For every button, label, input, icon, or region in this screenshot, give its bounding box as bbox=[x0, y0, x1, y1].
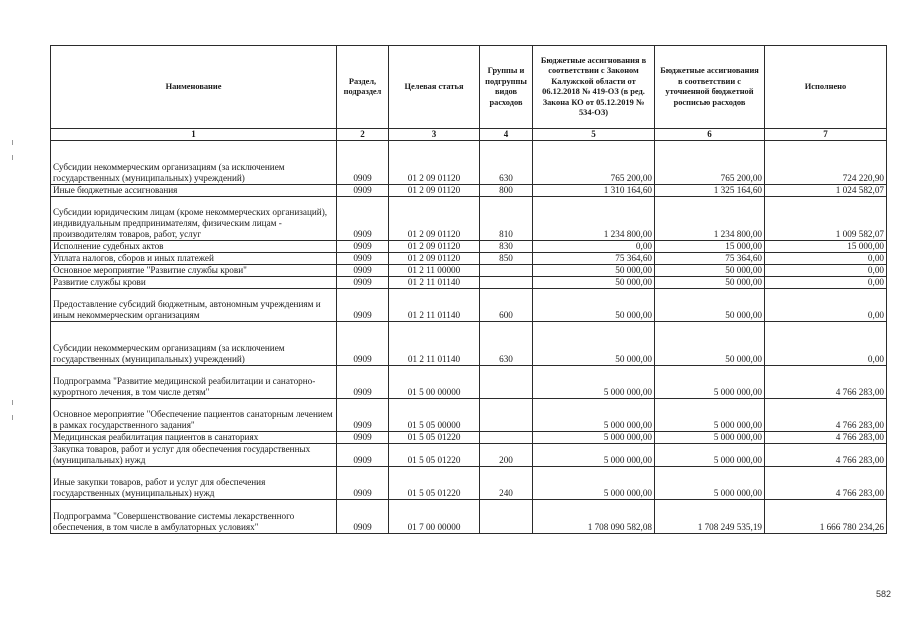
row-group bbox=[480, 399, 533, 432]
scan-mark bbox=[12, 155, 13, 160]
row-target: 01 5 05 00000 bbox=[389, 399, 480, 432]
row-group: 800 bbox=[480, 185, 533, 197]
row-group bbox=[480, 366, 533, 399]
row-target: 01 2 09 01120 bbox=[389, 241, 480, 253]
row-group bbox=[480, 265, 533, 277]
row-executed-amount: 724 220,90 bbox=[765, 141, 887, 185]
row-name: Закупка товаров, работ и услуг для обеспечения государственных (муниципальных) нужд bbox=[51, 444, 337, 467]
row-executed-amount: 0,00 bbox=[765, 277, 887, 289]
row-law-amount: 50 000,00 bbox=[533, 289, 655, 322]
row-name: Предоставление субсидий бюджетным, автономным учреждениям и иным некоммерческим организациям bbox=[51, 289, 337, 322]
row-refined-amount: 5 000 000,00 bbox=[655, 366, 765, 399]
row-section: 0909 bbox=[337, 399, 389, 432]
row-group: 200 bbox=[480, 444, 533, 467]
row-group: 630 bbox=[480, 141, 533, 185]
row-target: 01 5 05 01220 bbox=[389, 432, 480, 444]
row-executed-amount: 0,00 bbox=[765, 253, 887, 265]
table-row bbox=[51, 265, 887, 277]
row-name: Медицинская реабилитация пациентов в санаториях bbox=[51, 432, 337, 444]
row-section: 0909 bbox=[337, 253, 389, 265]
scan-mark bbox=[12, 415, 13, 420]
row-refined-amount: 1 234 800,00 bbox=[655, 197, 765, 241]
row-target: 01 2 11 00000 bbox=[389, 265, 480, 277]
row-law-amount: 5 000 000,00 bbox=[533, 366, 655, 399]
row-refined-amount: 50 000,00 bbox=[655, 265, 765, 277]
row-section: 0909 bbox=[337, 265, 389, 277]
row-group bbox=[480, 432, 533, 444]
row-name: Основное мероприятие "Развитие службы крови" bbox=[51, 265, 337, 277]
scan-mark bbox=[12, 400, 13, 405]
row-group bbox=[480, 500, 533, 534]
row-executed-amount: 4 766 283,00 bbox=[765, 432, 887, 444]
row-executed-amount: 4 766 283,00 bbox=[765, 399, 887, 432]
col-number: 3 bbox=[389, 129, 480, 141]
row-section: 0909 bbox=[337, 500, 389, 534]
row-refined-amount: 5 000 000,00 bbox=[655, 399, 765, 432]
row-law-amount: 765 200,00 bbox=[533, 141, 655, 185]
column-number-row bbox=[51, 129, 887, 141]
row-law-amount: 1 708 090 582,08 bbox=[533, 500, 655, 534]
col-number: 5 bbox=[533, 129, 655, 141]
row-target: 01 5 00 00000 bbox=[389, 366, 480, 399]
row-executed-amount: 4 766 283,00 bbox=[765, 444, 887, 467]
col-number: 7 bbox=[765, 129, 887, 141]
table-row bbox=[51, 432, 887, 444]
row-refined-amount: 1 708 249 535,19 bbox=[655, 500, 765, 534]
row-name: Развитие службы крови bbox=[51, 277, 337, 289]
row-refined-amount: 50 000,00 bbox=[655, 289, 765, 322]
row-executed-amount: 1 666 780 234,26 bbox=[765, 500, 887, 534]
table-row bbox=[51, 366, 887, 399]
row-target: 01 2 11 01140 bbox=[389, 289, 480, 322]
row-section: 0909 bbox=[337, 289, 389, 322]
row-refined-amount: 75 364,60 bbox=[655, 253, 765, 265]
row-group: 850 bbox=[480, 253, 533, 265]
row-name: Субсидии некоммерческим организациям (за исключением государственных (муниципальных) учреждений) bbox=[51, 141, 337, 185]
row-section: 0909 bbox=[337, 366, 389, 399]
col-header-groups: Группы и подгруппы видов расходов bbox=[480, 46, 533, 129]
row-group: 810 bbox=[480, 197, 533, 241]
row-executed-amount: 4 766 283,00 bbox=[765, 366, 887, 399]
row-section: 0909 bbox=[337, 141, 389, 185]
row-law-amount: 0,00 bbox=[533, 241, 655, 253]
row-executed-amount: 1 024 582,07 bbox=[765, 185, 887, 197]
table-row bbox=[51, 185, 887, 197]
col-number: 1 bbox=[51, 129, 337, 141]
row-target: 01 2 09 01120 bbox=[389, 197, 480, 241]
row-refined-amount: 50 000,00 bbox=[655, 322, 765, 366]
row-refined-amount: 5 000 000,00 bbox=[655, 432, 765, 444]
row-refined-amount: 15 000,00 bbox=[655, 241, 765, 253]
row-group: 600 bbox=[480, 289, 533, 322]
row-executed-amount: 0,00 bbox=[765, 289, 887, 322]
row-target: 01 7 00 00000 bbox=[389, 500, 480, 534]
row-target: 01 2 11 01140 bbox=[389, 277, 480, 289]
row-refined-amount: 5 000 000,00 bbox=[655, 467, 765, 500]
row-refined-amount: 1 325 164,60 bbox=[655, 185, 765, 197]
row-law-amount: 50 000,00 bbox=[533, 265, 655, 277]
table-row bbox=[51, 253, 887, 265]
row-executed-amount: 0,00 bbox=[765, 322, 887, 366]
table-row bbox=[51, 197, 887, 241]
table-row bbox=[51, 444, 887, 467]
row-group: 240 bbox=[480, 467, 533, 500]
table-row bbox=[51, 141, 887, 185]
row-section: 0909 bbox=[337, 277, 389, 289]
table-row bbox=[51, 241, 887, 253]
row-target: 01 2 09 01120 bbox=[389, 185, 480, 197]
table-row bbox=[51, 322, 887, 366]
row-refined-amount: 5 000 000,00 bbox=[655, 444, 765, 467]
row-name: Подпрограмма "Развитие медицинской реабилитации и санаторно-курортного лечения, в том числе детям" bbox=[51, 366, 337, 399]
row-name: Иные закупки товаров, работ и услуг для обеспечения государственных (муниципальных) нужд bbox=[51, 467, 337, 500]
row-target: 01 5 05 01220 bbox=[389, 444, 480, 467]
row-law-amount: 1 234 800,00 bbox=[533, 197, 655, 241]
row-law-amount: 5 000 000,00 bbox=[533, 432, 655, 444]
col-header-name: Наименование bbox=[51, 46, 337, 129]
row-name: Иные бюджетные ассигнования bbox=[51, 185, 337, 197]
row-refined-amount: 50 000,00 bbox=[655, 277, 765, 289]
col-number: 6 bbox=[655, 129, 765, 141]
col-header-section: Раздел, подраздел bbox=[337, 46, 389, 129]
row-executed-amount: 0,00 bbox=[765, 265, 887, 277]
row-law-amount: 50 000,00 bbox=[533, 322, 655, 366]
row-refined-amount: 765 200,00 bbox=[655, 141, 765, 185]
row-law-amount: 5 000 000,00 bbox=[533, 399, 655, 432]
row-law-amount: 5 000 000,00 bbox=[533, 444, 655, 467]
budget-table bbox=[50, 45, 887, 534]
table-row bbox=[51, 289, 887, 322]
row-section: 0909 bbox=[337, 322, 389, 366]
row-target: 01 5 05 01220 bbox=[389, 467, 480, 500]
row-section: 0909 bbox=[337, 432, 389, 444]
row-law-amount: 1 310 164,60 bbox=[533, 185, 655, 197]
col-header-target: Целевая статья bbox=[389, 46, 480, 129]
table-row bbox=[51, 500, 887, 534]
row-name: Основное мероприятие "Обеспечение пациентов санаторным лечением в рамках государственного задания" bbox=[51, 399, 337, 432]
row-name: Субсидии некоммерческим организациям (за исключением государственных (муниципальных) учреждений) bbox=[51, 322, 337, 366]
row-name: Подпрограмма "Совершенствование системы лекарственного обеспечения, в том числе в амбулаторных условиях" bbox=[51, 500, 337, 534]
row-executed-amount: 15 000,00 bbox=[765, 241, 887, 253]
row-group: 630 bbox=[480, 322, 533, 366]
scan-mark bbox=[12, 140, 13, 145]
row-executed-amount: 1 009 582,07 bbox=[765, 197, 887, 241]
row-target: 01 2 09 01120 bbox=[389, 253, 480, 265]
row-law-amount: 5 000 000,00 bbox=[533, 467, 655, 500]
row-target: 01 2 11 01140 bbox=[389, 322, 480, 366]
row-group bbox=[480, 277, 533, 289]
col-number: 4 bbox=[480, 129, 533, 141]
row-section: 0909 bbox=[337, 467, 389, 500]
header-row bbox=[51, 46, 887, 129]
row-group: 830 bbox=[480, 241, 533, 253]
row-law-amount: 50 000,00 bbox=[533, 277, 655, 289]
row-law-amount: 75 364,60 bbox=[533, 253, 655, 265]
col-header-executed: Исполнено bbox=[765, 46, 887, 129]
row-section: 0909 bbox=[337, 197, 389, 241]
row-section: 0909 bbox=[337, 185, 389, 197]
col-header-refined: Бюджетные ассигнования в соответствии с уточненной бюджетной росписью расходов bbox=[655, 46, 765, 129]
table-row bbox=[51, 467, 887, 500]
row-section: 0909 bbox=[337, 241, 389, 253]
table-row bbox=[51, 399, 887, 432]
col-header-law: Бюджетные ассигнования в соответствии с Законом Калужской области от 06.12.2018 № 419-ОЗ (в ред. Закона КО от 05.12.2019 № 534-ОЗ) bbox=[533, 46, 655, 129]
page-number: 582 bbox=[875, 589, 891, 599]
col-number: 2 bbox=[337, 129, 389, 141]
row-executed-amount: 4 766 283,00 bbox=[765, 467, 887, 500]
row-target: 01 2 09 01120 bbox=[389, 141, 480, 185]
table-row bbox=[51, 277, 887, 289]
row-section: 0909 bbox=[337, 444, 389, 467]
row-name: Исполнение судебных актов bbox=[51, 241, 337, 253]
row-name: Уплата налогов, сборов и иных платежей bbox=[51, 253, 337, 265]
row-name: Субсидии юридическим лицам (кроме некоммерческих организаций), индивидуальным предпринимателям, физическим лицам - производителям товаров, работ, услуг bbox=[51, 197, 337, 241]
